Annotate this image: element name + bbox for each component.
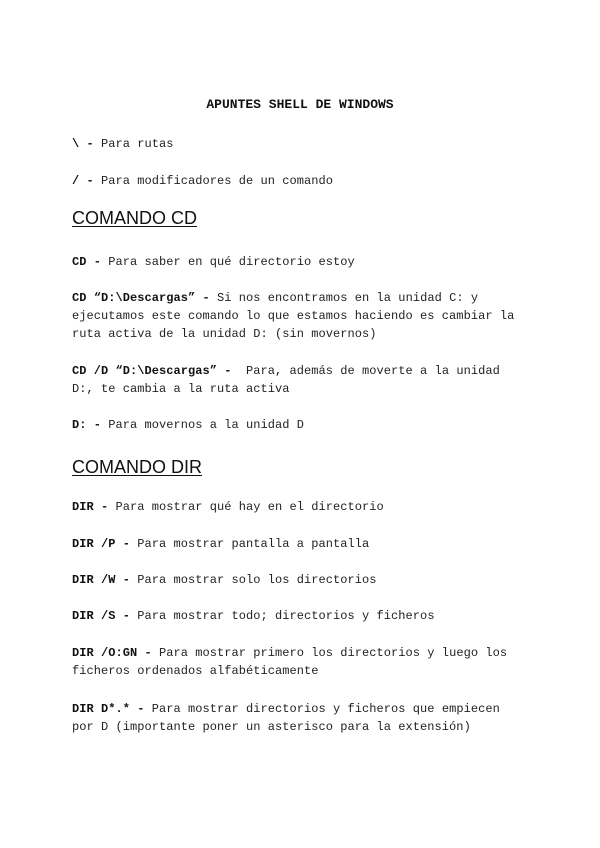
description: Si nos encontramos en la unidad C: y ejecutamos este comando lo que estamos haciendo es cambiar la ruta activa de la unidad D: (sin movernos) [72,291,522,341]
note-dir-s [72,607,522,625]
description: Para mostrar todo; directorios y ficheros [130,609,435,623]
description: Para, además de moverte a la unidad D:, te cambia a la ruta activa [72,364,508,396]
description: Para movernos a la unidad D [101,418,305,432]
document-title: APUNTES SHELL DE WINDOWS [206,97,394,112]
note-dir-p [72,535,522,553]
description: Para mostrar solo los directorios [130,573,377,587]
description: Para saber en qué directorio estoy [101,255,355,269]
note-slash [72,172,522,190]
note-cd [72,253,522,271]
command: DIR - [72,500,109,514]
note-dir-wildcard [72,700,522,736]
command: DIR /P - [72,537,131,551]
command: CD “D:\Descargas” - [72,291,210,305]
command: DIR /O:GN - [72,646,152,660]
description: Para rutas [93,137,174,151]
note-d-drive [72,416,522,434]
note-dir-w [72,571,522,589]
note-dir [72,498,522,516]
command: DIR D*.* - [72,702,145,716]
note-cd-path [72,289,522,343]
command: DIR /S - [72,609,131,623]
note-cd-d-path [72,362,522,398]
command: D: - [72,418,102,432]
description: Para mostrar directorios y ficheros que empiecen por D (importante poner un asterisco para la extensión) [72,702,508,734]
section-heading-dir: COMANDO DIR [72,457,202,477]
description: Para mostrar qué hay en el directorio [108,500,384,514]
description: Para mostrar pantalla a pantalla [130,537,370,551]
note-dir-ogn [72,644,522,680]
command: CD - [72,255,102,269]
command: DIR /W - [72,573,131,587]
note-backslash [72,135,522,153]
section-heading-cd: COMANDO CD [72,208,197,228]
command: CD /D “D:\Descargas” - [72,364,232,378]
command: / - [72,174,94,188]
description: Para mostrar primero los directorios y luego los ficheros ordenados alfabéticamente [72,646,515,678]
description: Para modificadores de un comando [93,174,334,188]
command: \ - [72,137,94,151]
